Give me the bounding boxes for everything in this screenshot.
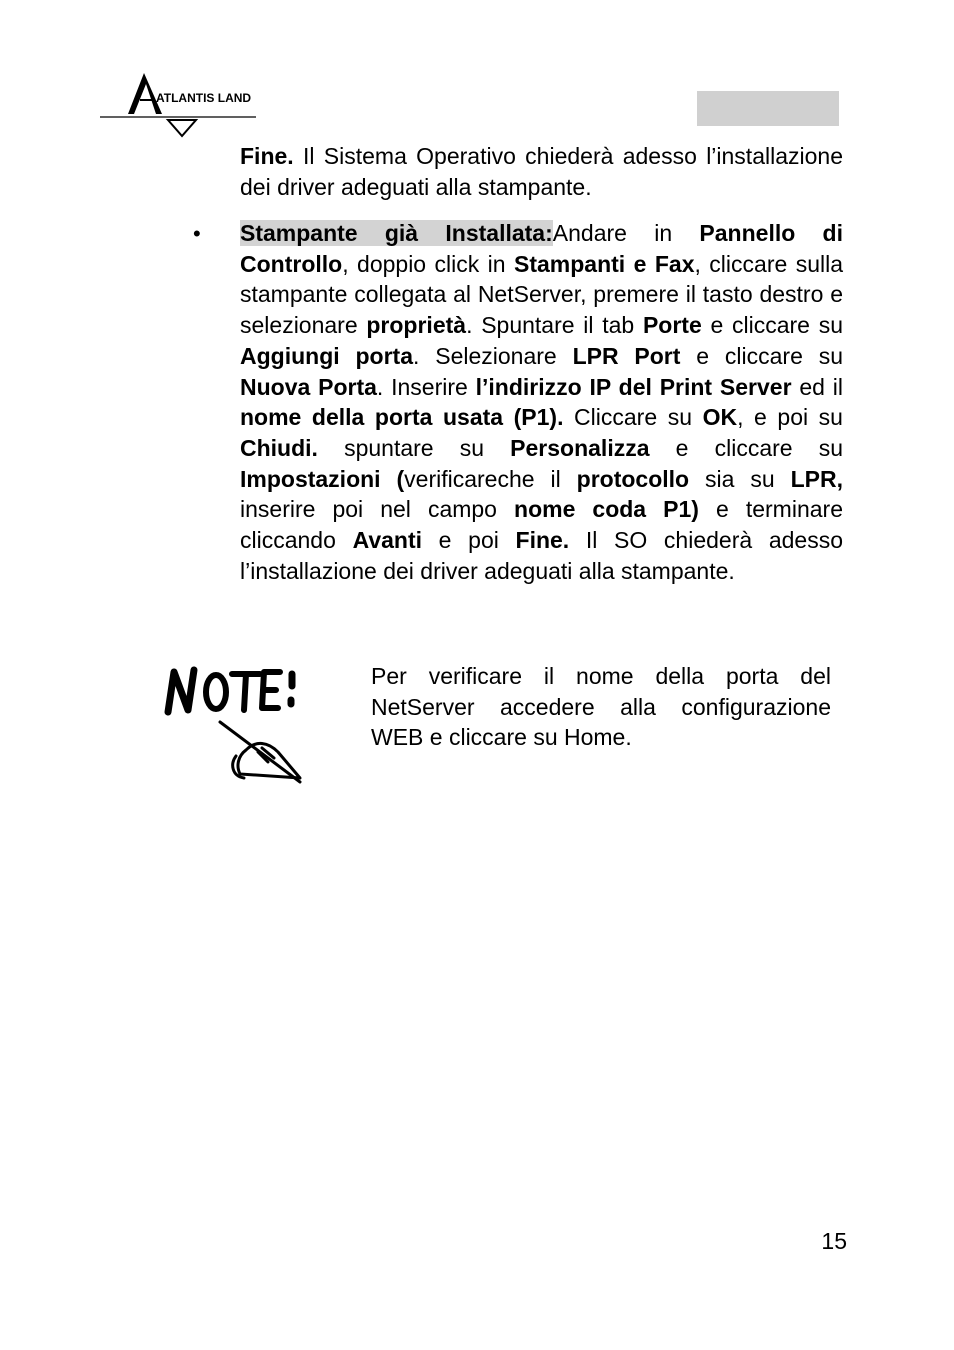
page-number: 15	[821, 1228, 847, 1254]
text-segment: , cliccare sulla stampante collegata al NetServer, premere il tasto destro e selezionare	[240, 250, 844, 339]
bold-segment: Personalizza	[510, 434, 650, 461]
bold-segment: protocollo	[576, 465, 690, 492]
text-segment: sia su	[689, 465, 791, 492]
bullet-marker: •	[193, 221, 201, 246]
fine-label: Fine.	[240, 143, 294, 169]
bold-segment: Chiudi.	[240, 434, 318, 461]
note-icon	[160, 660, 325, 788]
text-segment: e cliccare su	[701, 312, 843, 339]
bold-segment: Nuova Porta	[240, 373, 377, 400]
text-segment: verificareche il	[404, 465, 577, 492]
text-segment: . Selezionare	[413, 342, 573, 369]
text-segment: , doppio click in	[342, 250, 515, 277]
bold-segment: Avanti	[352, 527, 423, 554]
bold-segment: Impostazioni (	[240, 465, 405, 492]
text-segment: e poi	[422, 527, 516, 554]
text-segment: , e poi su	[737, 404, 843, 431]
text-segment: e cliccare su	[649, 434, 843, 461]
bold-segment: LPR,	[790, 465, 843, 492]
bold-segment: Pannello di Controllo	[240, 220, 844, 277]
text-segment: Andare in	[552, 220, 700, 246]
bold-segment: Fine.	[515, 527, 570, 554]
atlantis-logo	[98, 70, 258, 142]
bold-segment: l’indirizzo IP del Print Server	[475, 373, 792, 400]
bold-segment: nome della porta usata (P1).	[240, 404, 564, 431]
bold-segment: proprietà	[366, 312, 467, 339]
bold-segment: nome coda P1)	[514, 496, 699, 523]
text-segment: inserire poi nel campo	[240, 496, 515, 523]
bold-segment: OK	[702, 404, 738, 431]
paragraph-continuation	[240, 141, 843, 202]
installed-printer-paragraph	[240, 218, 843, 586]
text-segment: spuntare su	[317, 434, 511, 461]
header-gray-box	[697, 91, 839, 126]
paragraph1-text: Il Sistema Operativo chiederà adesso l’installazione dei driver adeguati alla stampante.	[240, 143, 843, 200]
text-segment: . Inserire	[376, 373, 476, 400]
note-image-label: Note:	[160, 660, 163, 661]
text-segment: ed il	[791, 373, 843, 400]
text-segment: Cliccare su	[563, 404, 703, 431]
text-segment: e terminare cliccando	[240, 496, 843, 554]
installed-printer-heading: Stampante già Installata:	[240, 220, 553, 246]
bold-segment: Stampanti e Fax	[514, 250, 695, 277]
bold-segment: LPR Port	[572, 342, 681, 369]
bold-segment: Porte	[642, 312, 702, 339]
text-segment: e cliccare su	[680, 342, 844, 369]
text-segment: . Spuntare il tab	[466, 312, 643, 339]
bold-segment: Aggiungi porta	[240, 342, 413, 369]
note-text: Per verificare il nome della porta del NetServer accedere alla configurazione WEB e cliccare su Home.	[371, 663, 831, 750]
text-segment: Il SO chiederà adesso l’installazione dei driver adeguati alla stampante.	[240, 527, 843, 584]
logo-text: ATLANTIS LAND	[156, 91, 252, 105]
